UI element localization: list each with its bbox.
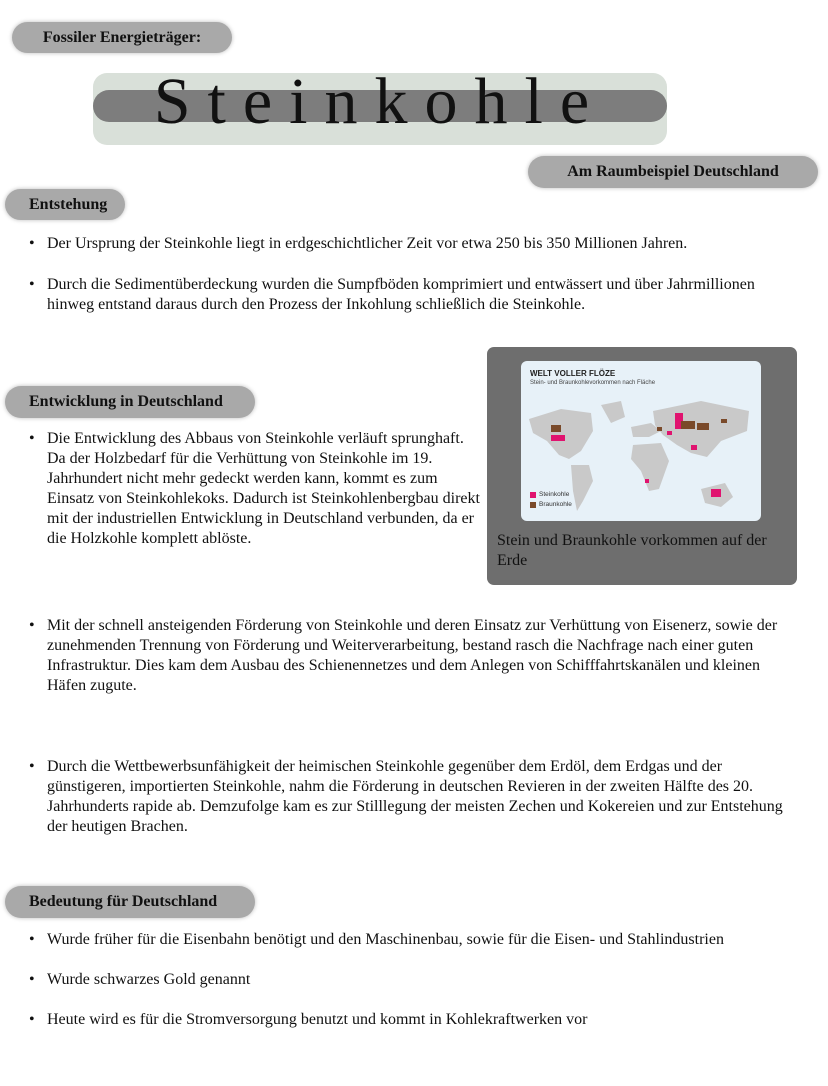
legend-item-braunkohle (530, 501, 572, 508)
list-item: • Durch die Sedimentüberdeckung wurden die Sumpfböden komprimiert und entwässert und über Jahrmillionen hinweg entstand daraus durch den Prozess der Inkohlung schließlich die Steinkohle. (0, 275, 790, 315)
coal-map-figure (487, 347, 797, 585)
list-item: • Der Ursprung der Steinkohle liegt in erdgeschichtlicher Zeit vor etwa 250 bis 350 Millionen Jahren. (0, 234, 790, 254)
list-item: • Mit der schnell ansteigenden Förderung von Steinkohle und deren Einsatz zur Verhüttung von Eisenerz, sowie der zunehmenden Trennung von Förderung und Weiterverarbeitung, bestand rasch die Nachfrage nach einer guten Infrastruktur. Dies kam dem Ausbau des Schienennetzes und dem Anlegen von Schifffahrtskanälen und kleinen Häfen zugute. (0, 616, 790, 696)
world-map-image (521, 361, 761, 521)
page-title: Steinkohle (153, 65, 607, 138)
category-label: Fossiler Energieträger: (12, 22, 232, 53)
subtitle-label: Am Raumbeispiel Deutschland (528, 156, 818, 188)
section-heading-entwicklung: Entwicklung in Deutschland (5, 386, 255, 418)
entwicklung-list-1 (0, 429, 480, 549)
map-subtitle: Stein- und Braunkohlevorkommen nach Fläche (530, 380, 656, 386)
legend-item-steinkohle (530, 491, 569, 498)
list-item: • Heute wird es für die Stromversorgung benutzt und kommt in Kohlekraftwerken vor (0, 1010, 800, 1030)
section-heading-bedeutung: Bedeutung für Deutschland (5, 886, 255, 918)
entstehung-list (0, 234, 790, 315)
map-title: WELT VOLLER FLÖZE (530, 369, 616, 378)
section-heading-entstehung: Entstehung (5, 189, 125, 220)
bedeutung-list (0, 930, 800, 1030)
list-item: • Wurde früher für die Eisenbahn benötigt und den Maschinenbau, sowie für die Eisen- und Stahlindustrien (0, 930, 800, 950)
legend-swatch (530, 502, 536, 508)
list-item: • Durch die Wettbewerbsunfähigkeit der heimischen Steinkohle gegenüber dem Erdöl, dem Erdgas und der günstigeren, importierten Steinkohle, nahm die Förderung in deutschen Revieren in der zweiten Hälfte des 20. Jahrhunderts rapide ab. Demzufolge kam es zur Stilllegung der meisten Zechen und Kokereien und zur Entstehung der heutigen Brachen. (0, 757, 790, 837)
legend-swatch (530, 492, 536, 498)
legend-label: Steinkohle (539, 491, 570, 498)
list-item: • Die Entwicklung des Abbaus von Steinkohle verläuft sprunghaft. Da der Holzbedarf für die Verhüttung von Steinkohle im 19. Jahrhundert nicht mehr gedeckt werden kann, kommt es zum Einsatz von Steinkohlekoks. Dadurch ist Steinkohlenbergbau direkt mit der industriellen Entwicklung in Deutschland verbunden, da er die Holzkohle komplett ablöste. (0, 429, 480, 549)
legend-label: Braunkohle (539, 501, 572, 508)
entwicklung-list-2 (0, 616, 790, 837)
figure-caption: Stein und Braunkohle vorkommen auf der Erde (497, 532, 767, 569)
list-item: • Wurde schwarzes Gold genannt (0, 970, 800, 990)
